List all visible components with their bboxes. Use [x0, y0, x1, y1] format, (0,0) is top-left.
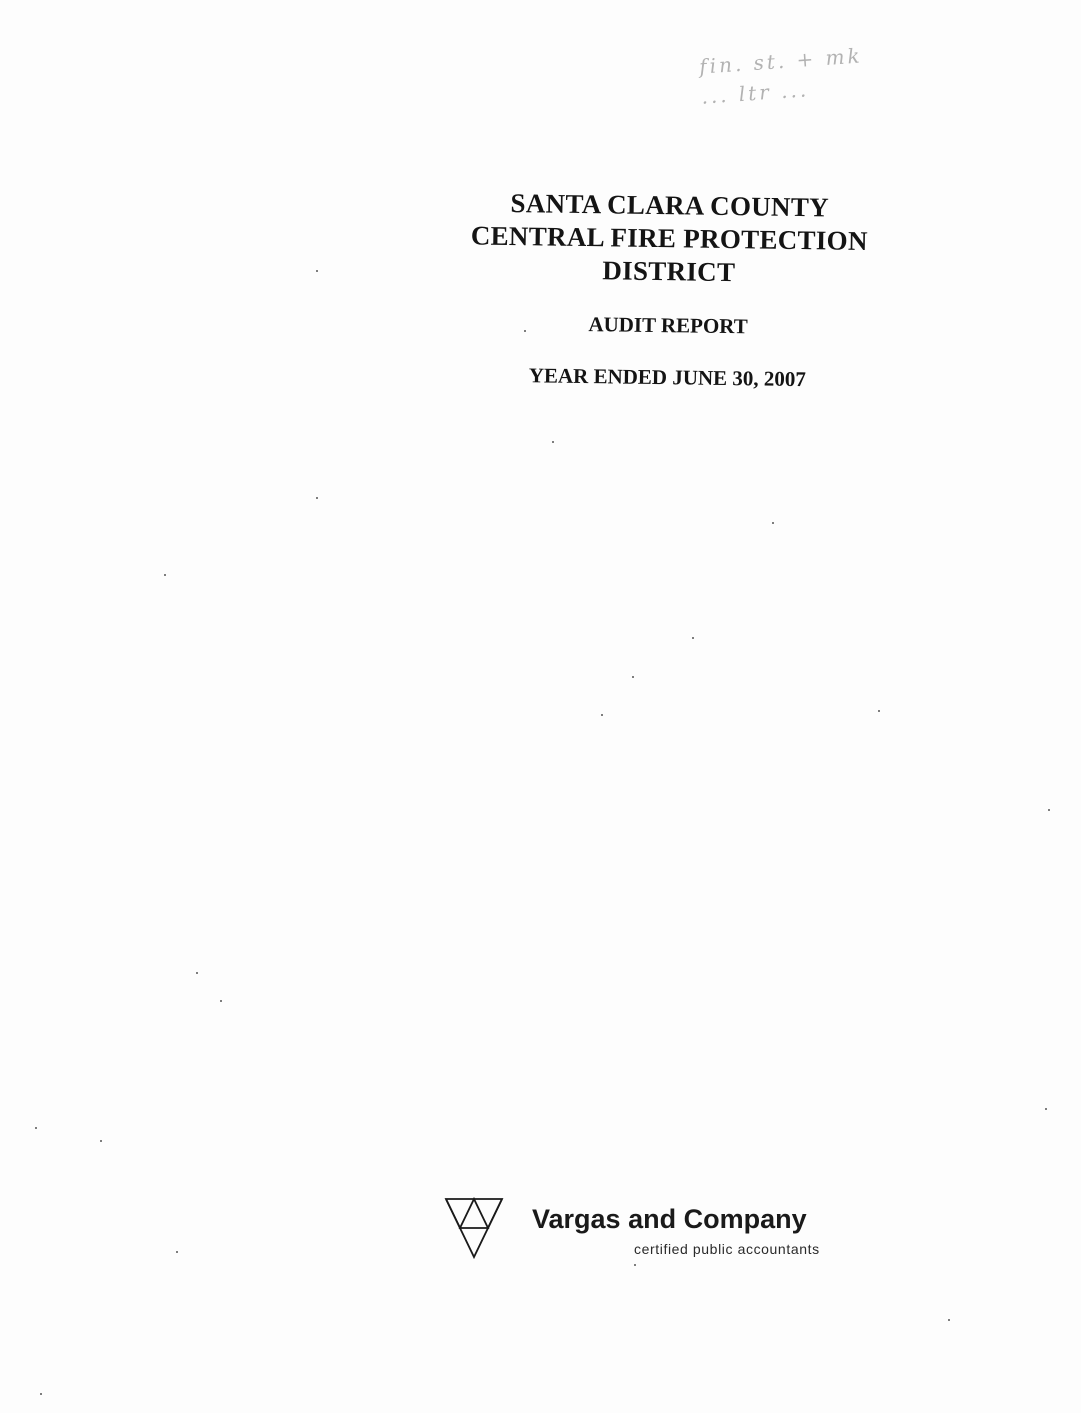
title-line-1: SANTA CLARA COUNTY	[510, 187, 830, 223]
title-line-2: CENTRAL FIRE PROTECTION	[470, 220, 868, 256]
scan-speck	[220, 1000, 222, 1002]
scan-speck	[196, 972, 198, 974]
scan-speck	[316, 497, 318, 499]
scan-speck	[772, 522, 774, 524]
inverted-triangle-logo-icon	[444, 1196, 504, 1260]
scan-speck	[692, 637, 694, 639]
scan-speck	[1045, 1108, 1047, 1110]
handwritten-note	[698, 32, 982, 111]
scan-speck	[601, 714, 603, 716]
report-period: YEAR ENDED JUNE 30, 2007	[528, 363, 807, 392]
scan-speck	[878, 710, 880, 712]
firm-name: Vargas and Company	[532, 1204, 807, 1234]
scan-speck	[176, 1251, 178, 1253]
scan-speck	[948, 1319, 950, 1321]
scan-speck	[552, 441, 554, 443]
report-type: AUDIT REPORT	[588, 312, 748, 339]
firm-tagline: certified public accountants	[634, 1241, 820, 1257]
scan-speck	[164, 574, 166, 576]
handwritten-note-line-2: ... ltr ...	[700, 77, 810, 109]
firm-logo-block	[444, 1196, 864, 1266]
scan-speck	[632, 676, 634, 678]
report-title-block	[437, 186, 900, 393]
scan-speck	[100, 1140, 102, 1142]
title-line-3: DISTRICT	[602, 255, 736, 288]
scan-speck	[1048, 809, 1050, 811]
handwritten-note-line-1: fin. st. + mk	[698, 43, 864, 79]
scan-speck	[524, 330, 526, 332]
scan-speck	[316, 270, 318, 272]
scan-speck	[40, 1393, 42, 1395]
scan-speck	[35, 1127, 37, 1129]
